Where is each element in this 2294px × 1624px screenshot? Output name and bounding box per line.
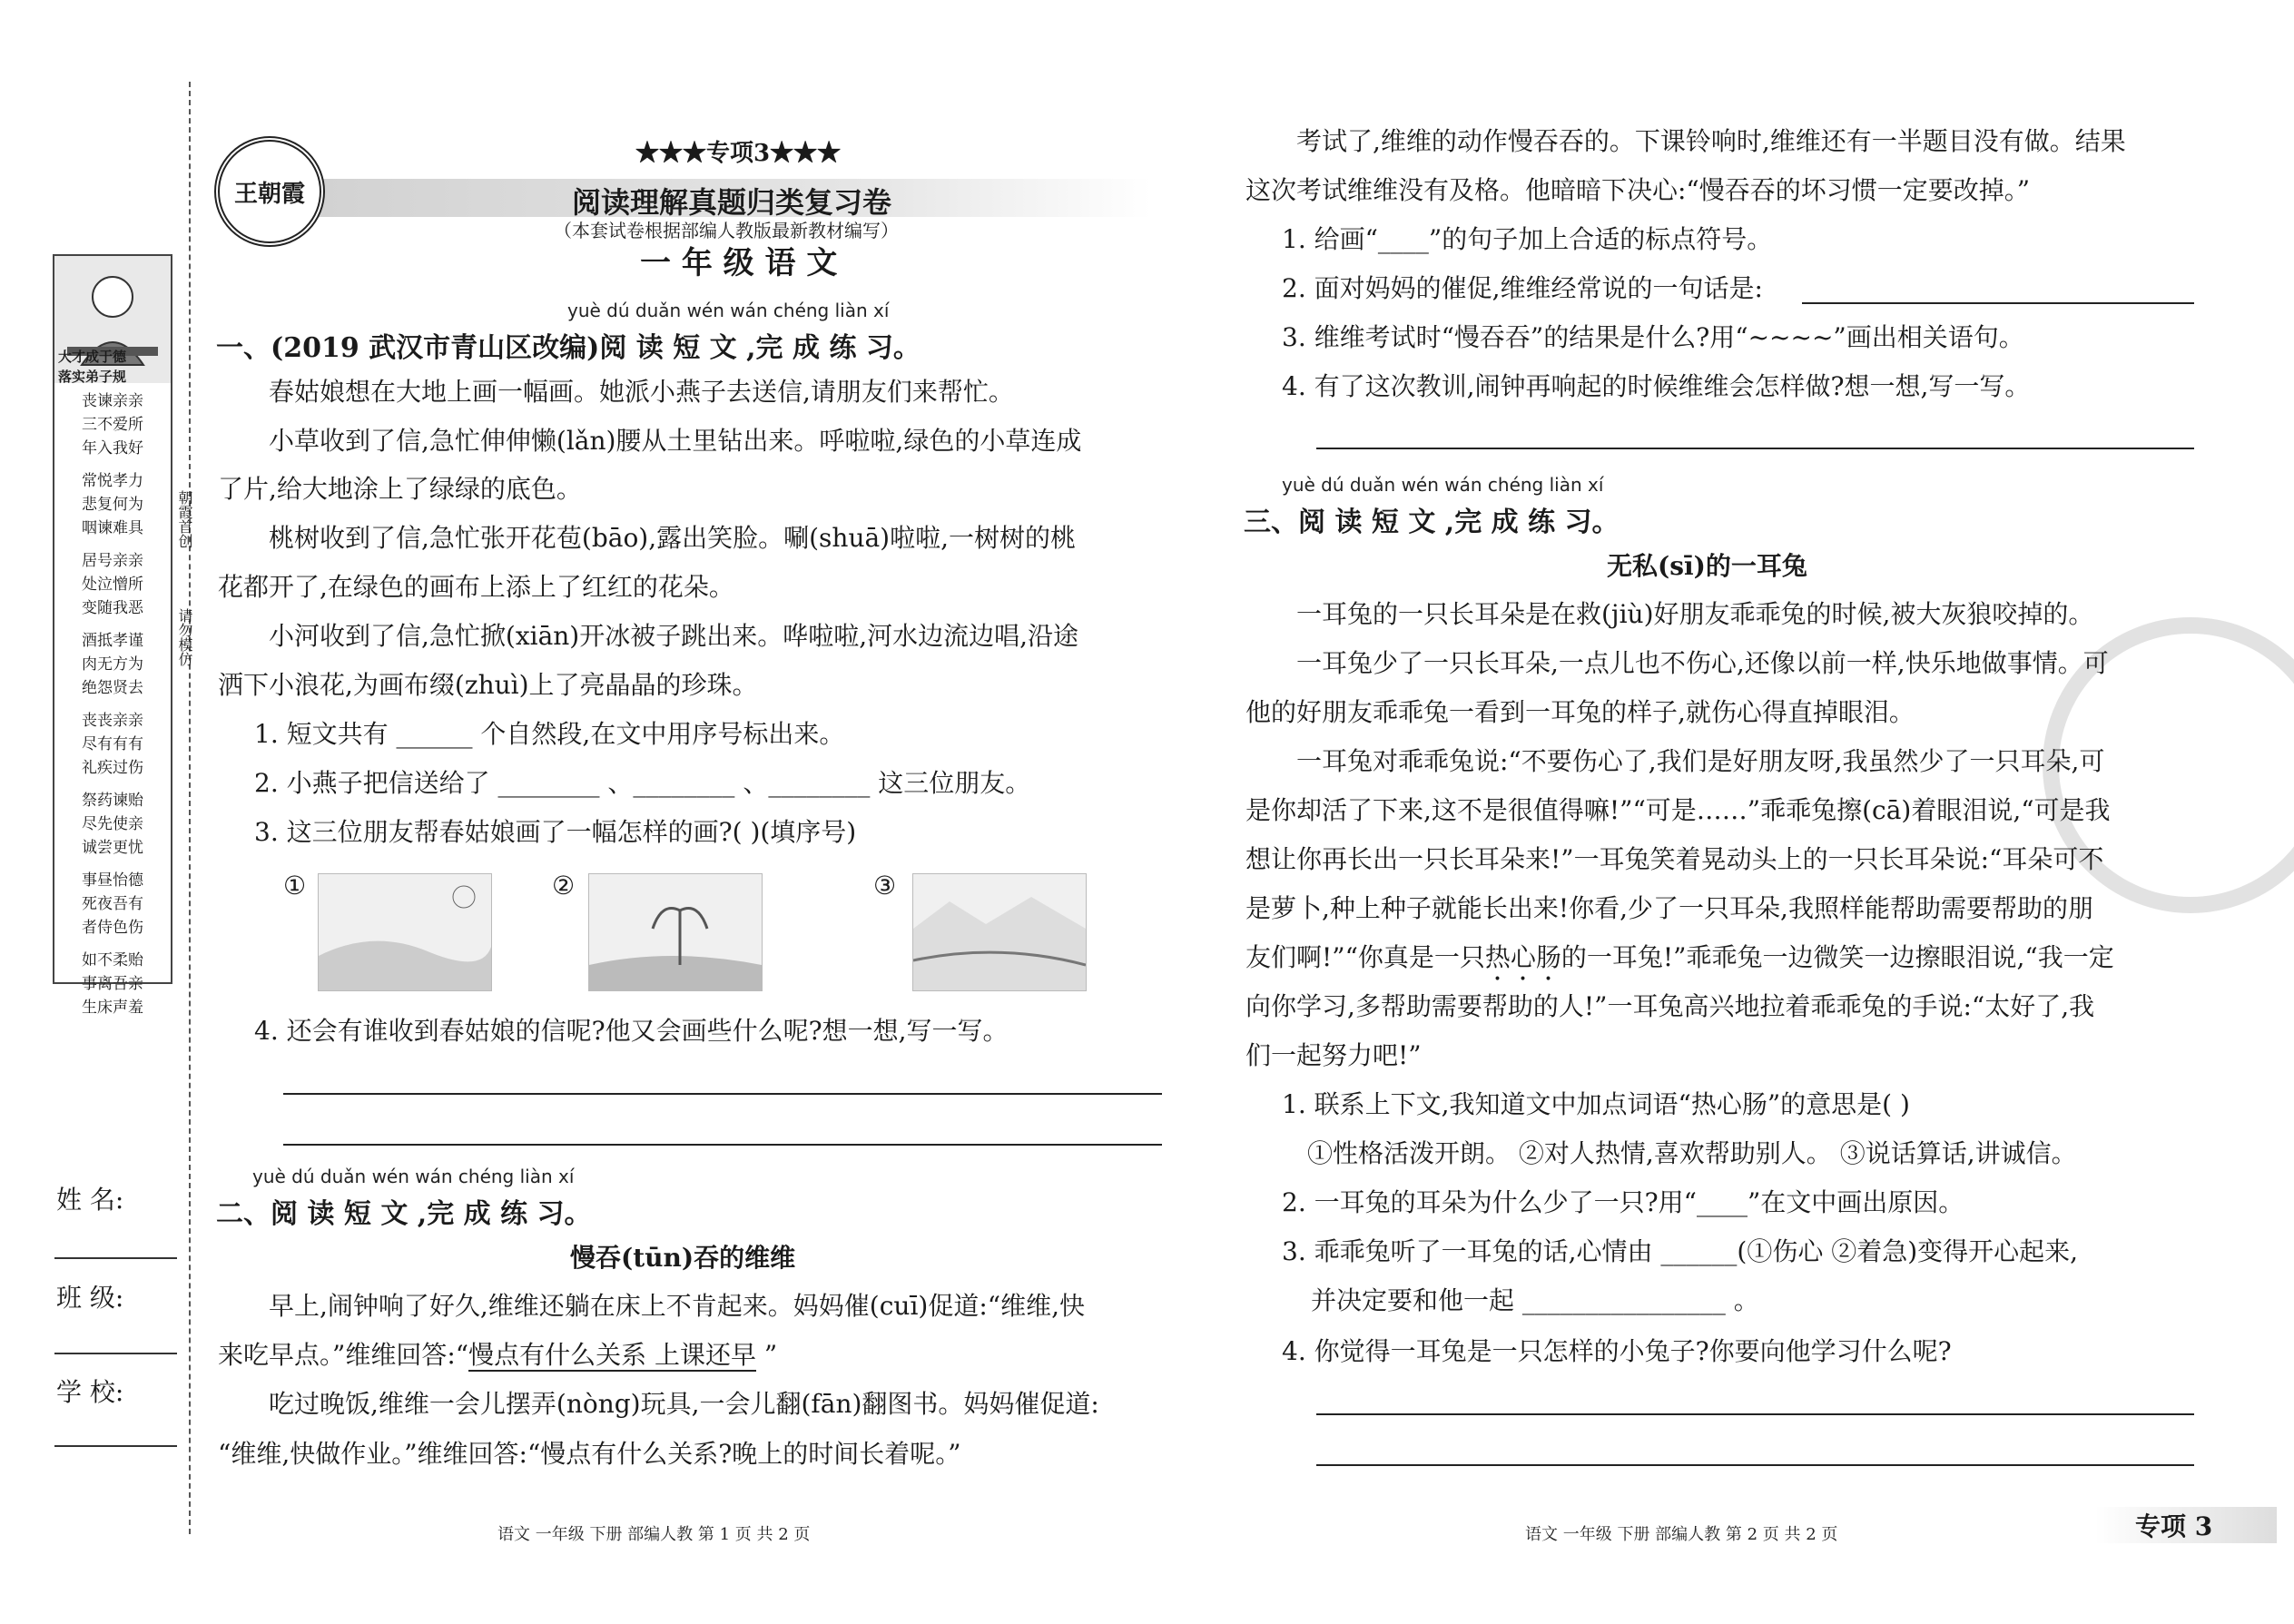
motto-row: 事昼怡德: [82, 871, 143, 890]
answer-line[interactable]: [283, 1093, 1162, 1095]
motto-row: 丧丧亲亲: [82, 712, 143, 730]
s2-reply-post: ”: [755, 1340, 778, 1370]
answer-line[interactable]: [1316, 1464, 2194, 1466]
pic-label-1: ①: [283, 871, 307, 901]
section1-pinyin: yuè dú duǎn wén wán chéng liàn xí: [567, 300, 890, 321]
answer-line[interactable]: [1316, 1413, 2194, 1415]
motto-rows: [64, 392, 162, 1017]
motto-row: 常悦孝力: [82, 472, 143, 490]
s3-line: 一耳兔对乖乖兔说:“不要伤心了,我们是好朋友呀,我虽然少了一只耳朵,可: [1296, 746, 2105, 776]
s3-question-1: 1. 联系上下文,我知道文中加点词语“热心肠”的意思是( ): [1282, 1089, 1910, 1119]
landscape-picture-1[interactable]: [318, 873, 492, 991]
motto-row: 咽谏难具: [82, 519, 143, 537]
motto-row: 变随我恶: [82, 599, 143, 617]
s2-question-3: [1282, 314, 2024, 361]
brand-logo: [214, 136, 325, 247]
s3-line: 一耳兔的一只长耳朵是在救(jiù)好朋友乖乖兔的时候,被大灰狼咬掉的。: [1296, 599, 2094, 629]
footer-right: 语文 一年级 下册 部编人教 第 2 页 共 2 页: [1525, 1525, 1838, 1544]
motto-row: 祭药谏贻: [82, 792, 143, 810]
underlined-sentence: 慢点有什么关系 上课还早: [468, 1340, 756, 1370]
s2-reply-pre: 来吃早点。”维维回答:“: [218, 1340, 469, 1370]
section3-heading: 三、阅 读 短 文 ,完 成 练 习。: [1244, 507, 1620, 538]
s3-line: 是你却活了下来,这不是很值得嘛!”“可是……”乖乖兔擦(cā)着眼泪说,“可是我: [1245, 795, 2111, 825]
s3-question-3: 3. 乖乖兔听了一耳兔的话,心情由 ______(①伤心 ②着急)变得开心起来,: [1282, 1236, 2079, 1266]
s3-question-2: 2. 一耳兔的耳朵为什么少了一只?用“____”在文中画出原因。: [1282, 1187, 1964, 1217]
answer-line[interactable]: [1316, 448, 2194, 449]
landscape-picture-3[interactable]: [912, 873, 1087, 991]
s3-line: 们一起努力吧!”: [1245, 1040, 1422, 1070]
s3-question-4: 4. 你觉得一耳兔是一只怎样的小兔子?你要向他学习什么呢?: [1282, 1336, 1952, 1366]
section3-pinyin: yuè dú duǎn wén wán chéng liàn xí: [1282, 474, 1604, 496]
s1-question-1: 1. 短文共有 ______ 个自然段,在文中用序号标出来。: [254, 719, 845, 749]
section2-heading: 二、阅 读 短 文 ,完 成 练 习。: [216, 1198, 592, 1230]
exam-subtitle: （本套试卷根据部编人教版最新教材编写）: [554, 220, 899, 241]
motto-row: 酒抵孝谨: [82, 632, 143, 650]
answer-line[interactable]: [1802, 302, 2194, 304]
s3-line: 他的好朋友乖乖兔一看到一耳兔的样子,就伤心得直掉眼泪。: [1245, 697, 1915, 727]
school-field[interactable]: [54, 1445, 177, 1447]
name-label: 姓 名:: [56, 1185, 124, 1215]
motto-row: 生床声羞: [82, 999, 143, 1017]
motto-line-2: 落实弟子规: [58, 369, 127, 385]
s3-line: 想让你再长出一只长耳朵来!”一耳兔笑着晃动头上的一只长耳朵说:“耳朵可不: [1245, 844, 2104, 874]
section1-heading: 一、(2019 武汉市青山区改编)阅 读 短 文 ,完 成 练 习。: [216, 332, 921, 364]
side-note-2: 请勿模仿: [176, 608, 193, 666]
s3-line: 是萝卜,种上种子就能长出来!你看,少了一只耳朵,我照样能帮助需要帮助的朋: [1245, 893, 2093, 923]
grade-title: 一 年 级 语 文: [640, 245, 838, 281]
s1-question-4: 4. 还会有谁收到春姑娘的信呢?他又会画些什么呢?想一想,写一写。: [254, 1016, 1009, 1046]
s1-paragraph: 春姑娘想在大地上画一幅画。她派小燕子去送信,请朋友们来帮忙。: [269, 377, 1014, 407]
story-title-3: 无私(sī)的一耳兔: [1607, 551, 1807, 581]
s2-paragraph: 这次考试维维没有及格。他暗暗下决心:“慢吞吞的坏习惯一定要改掉。”: [1245, 175, 2031, 205]
motto-row: 处泣憎所: [82, 576, 143, 594]
s3-line8-post: 的一耳兔!”乖乖兔一边微笑一边擦眼泪说,“我一定: [1561, 942, 2114, 972]
s2-question-4: 4. 有了这次教训,闹钟再响起的时候维维会怎样做?想一想,写一写。: [1282, 371, 2031, 401]
s2-paragraph: [218, 1332, 777, 1379]
motto-box: [53, 254, 172, 1017]
motto-row: 如不柔贻: [82, 951, 143, 969]
s2-paragraph: 早上,闹钟响了好久,维维还躺在床上不肯起来。妈妈催(cuī)促道:“维维,快: [269, 1291, 1085, 1321]
s3-q1-options: ①性格活泼开朗。 ②对人热情,喜欢帮助别人。 ③说话算话,讲诚信。: [1307, 1138, 2077, 1168]
class-field[interactable]: [54, 1353, 177, 1354]
motto-row: 尽先使亲: [82, 815, 143, 833]
s2-paragraph: 吃过晚饭,维维一会儿摆弄(nòng)玩具,一会儿翻(fān)翻图书。妈妈催促道:: [269, 1389, 1099, 1419]
wavy-mark: ~~~~: [1748, 322, 1834, 352]
dotted-word: 热心肠: [1484, 942, 1561, 972]
s3-line: 一耳兔少了一只长耳朵,一点儿也不伤心,还像以前一样,快乐地做事情。可: [1296, 648, 2109, 678]
motto-row: 年入我好: [82, 439, 143, 458]
logo-text: 王朝霞: [233, 180, 305, 208]
motto-line-1: 大才成于德: [58, 349, 127, 365]
s1-question-2: 2. 小燕子把信送给了 ________ 、________ 、________ 这三位朋友。: [254, 768, 1031, 798]
answer-line[interactable]: [283, 1144, 1162, 1146]
exam-title: 阅读理解真题归类复习卷: [572, 185, 892, 220]
s3-question-3b: 并决定要和他一起 ________________ 。: [1311, 1285, 1759, 1315]
motto-row: 居号亲亲: [82, 552, 143, 570]
motto-row: 肉无方为: [82, 655, 143, 674]
s2-paragraph: “维维,快做作业。”维维回答:“慢点有什么关系?晚上的时间长着呢。”: [218, 1439, 961, 1469]
s1-paragraph: 小草收到了信,急忙伸伸懒(lǎn)腰从土里钻出来。呼啦啦,绿色的小草连成: [269, 426, 1082, 456]
school-label: 学 校:: [56, 1377, 124, 1407]
section2-pinyin: yuè dú duǎn wén wán chéng liàn xí: [252, 1166, 575, 1187]
binding-line: [189, 82, 191, 1534]
motto-row: 绝怨贤去: [82, 679, 143, 697]
s2-question-1: 1. 给画“____”的句子加上合适的标点符号。: [1282, 224, 1773, 254]
motto-row: 者侍色伤: [82, 919, 143, 937]
s2-q3-pre: 3. 维维考试时“慢吞吞”的结果是什么?用“: [1282, 322, 1748, 352]
motto-row: 三不爱所: [82, 416, 143, 434]
s2-question-2: 2. 面对妈妈的催促,维维经常说的一句话是:: [1282, 273, 1763, 303]
motto-row: 礼疾过伤: [82, 759, 143, 777]
s1-paragraph: 桃树收到了信,急忙张开花苞(bāo),露出笑脸。唰(shuā)啦啦,一树树的桃: [269, 523, 1077, 553]
pic-label-3: ③: [873, 871, 897, 901]
side-note-1: 朝霞首创: [176, 490, 193, 548]
motto-row: 尽有有有: [82, 735, 143, 753]
s1-paragraph: 了片,给大地涂上了绿绿的底色。: [218, 474, 582, 504]
s3-line: 向你学习,多帮助需要帮助的人!”一耳兔高兴地拉着乖乖兔的手说:“太好了,我: [1245, 991, 2095, 1021]
s2-q3-post: ”画出相关语句。: [1833, 322, 2024, 352]
motto-row: 死夜吾有: [82, 895, 143, 913]
s1-question-3: 3. 这三位朋友帮春姑娘画了一幅怎样的画?( )(填序号): [254, 817, 857, 847]
s2-paragraph: 考试了,维维的动作慢吞吞的。下课铃响时,维维还有一半题目没有做。结果: [1296, 126, 2126, 156]
s3-line: [1245, 934, 2114, 987]
name-field[interactable]: [54, 1257, 177, 1259]
motto-row: 悲复何为: [82, 496, 143, 514]
footer-badge: 专项 3: [2135, 1511, 2213, 1541]
s1-paragraph: 洒下小浪花,为画布缀(zhuì)上了亮晶晶的珍珠。: [218, 670, 758, 700]
series-label: ★★★专项3★★★: [635, 140, 842, 167]
motto-row: 事离吾亲: [82, 975, 143, 993]
s1-paragraph: 花都开了,在绿色的画布上添上了红红的花朵。: [218, 572, 734, 602]
footer-left: 语文 一年级 下册 部编人教 第 1 页 共 2 页: [497, 1525, 811, 1544]
s3-line8-pre: 友们啊!”“你真是一只: [1245, 942, 1485, 972]
motto-row: 诚尝更忧: [82, 839, 143, 857]
class-label: 班 级:: [56, 1283, 124, 1313]
story-title-2: 慢吞(tūn)吞的维维: [570, 1243, 796, 1273]
s1-paragraph: 小河收到了信,急忙掀(xiān)开冰被子跳出来。哗啦啦,河水边流边唱,沿途: [269, 621, 1079, 651]
motto-row: 丧谏亲亲: [82, 392, 143, 410]
pic-label-2: ②: [552, 871, 576, 901]
landscape-picture-2[interactable]: [588, 873, 763, 991]
